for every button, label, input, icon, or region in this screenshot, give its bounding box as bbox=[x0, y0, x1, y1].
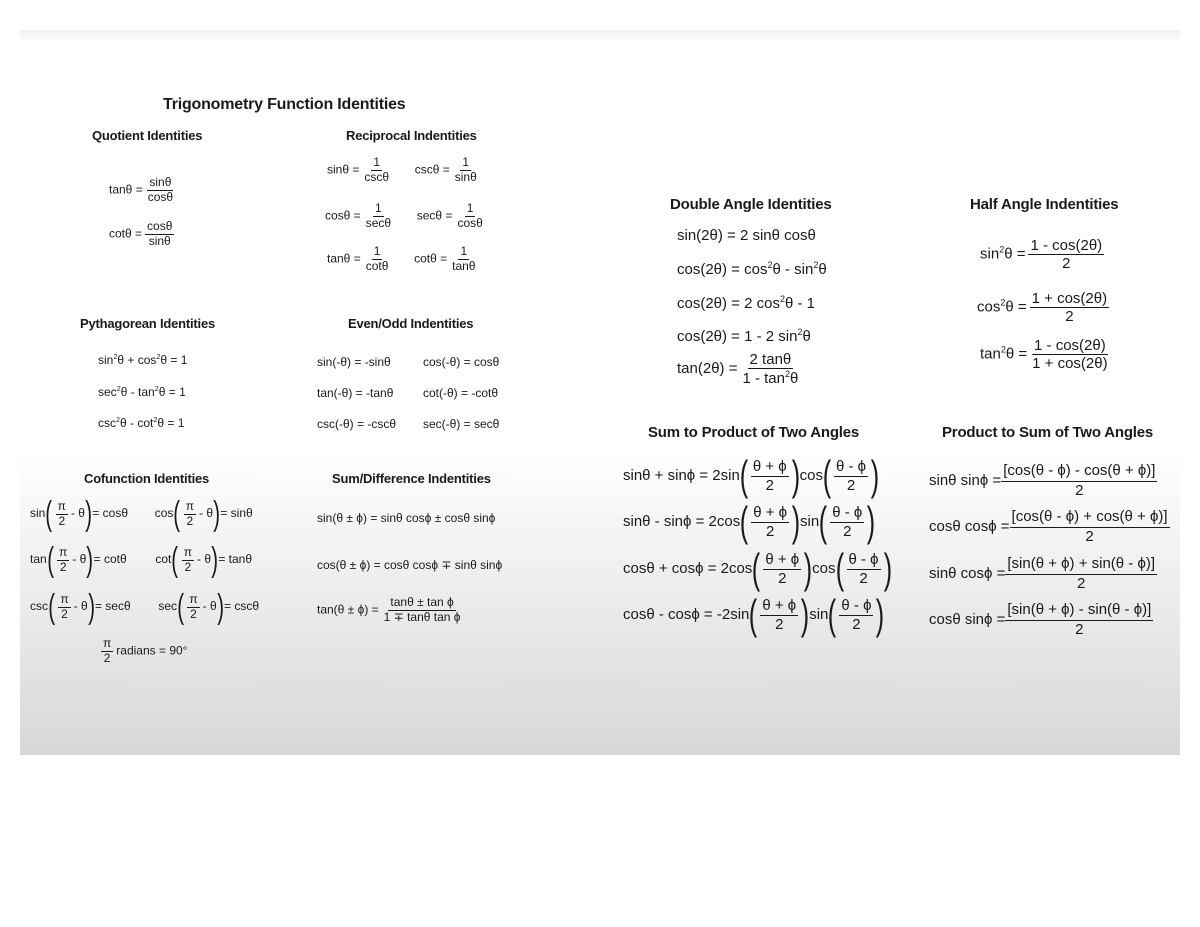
da-cos1-exp1: 2 bbox=[767, 260, 773, 270]
pythagorean-heading: Pythagorean Identities bbox=[80, 316, 216, 331]
reciprocal-csc-lhs: cscθ = bbox=[414, 162, 450, 177]
pts-frac bbox=[1001, 462, 1157, 501]
stp-rparen: ) bbox=[791, 452, 800, 499]
cof-3-l-rparen: ) bbox=[87, 588, 95, 626]
even-odd-sec: sec(-θ) = secθ bbox=[423, 417, 500, 431]
sum-difference-heading: Sum/Difference Indentities bbox=[332, 471, 491, 486]
stp-fn2: cos bbox=[799, 466, 823, 484]
pts-lhs: sinθ cosϕ = bbox=[929, 565, 1006, 583]
cof-2-l-rparen: ) bbox=[86, 541, 94, 579]
identities-sheet bbox=[20, 30, 1180, 755]
da-tan-lhs: tan(2θ) = bbox=[677, 360, 738, 378]
stp-frac-plus bbox=[760, 597, 798, 633]
cof-2-r-mt: - θ bbox=[196, 552, 211, 567]
cof-3-r-lparen: ( bbox=[177, 588, 185, 626]
cof-1-l-two: 2 bbox=[58, 513, 66, 528]
sum-to-product-row bbox=[623, 452, 880, 499]
pts-num: [cos(θ - ϕ) - cos(θ + ϕ)] bbox=[1001, 462, 1157, 482]
product-to-sum-row bbox=[929, 555, 1157, 594]
pts-num: [cos(θ - ϕ) + cos(θ + ϕ)] bbox=[1010, 508, 1170, 528]
cof-3-r-rparen: ) bbox=[216, 588, 224, 626]
cof-3-r-frac bbox=[187, 593, 199, 622]
stp-frac-minus bbox=[839, 597, 873, 633]
stp-frac-minus bbox=[830, 504, 864, 540]
radians-two: 2 bbox=[103, 650, 111, 665]
pts-lhs: cosθ cosϕ = bbox=[929, 518, 1010, 536]
reciprocal-sin-num: 1 bbox=[373, 155, 381, 169]
ha-sin-den: 2 bbox=[1062, 255, 1071, 273]
quotient-tan-den: cosθ bbox=[147, 189, 174, 204]
pyth-1-exp-b: 2 bbox=[156, 352, 161, 361]
radians-pi: π bbox=[103, 636, 112, 650]
ha-cos-eq: θ = bbox=[1005, 298, 1027, 316]
cof-1-r-pi: π bbox=[185, 498, 194, 513]
reciprocal-row-3 bbox=[327, 245, 480, 274]
stp-fn2: sin bbox=[809, 605, 829, 623]
ha-cos-exp: 2 bbox=[1000, 297, 1006, 308]
even-odd-cos: cos(-θ) = cosθ bbox=[423, 355, 500, 369]
stp-fn2: sin bbox=[800, 512, 820, 530]
da-tan-den bbox=[740, 369, 800, 387]
double-angle-cos-1 bbox=[677, 260, 827, 278]
pts-den: 2 bbox=[1075, 481, 1084, 499]
product-to-sum-row bbox=[929, 508, 1170, 547]
reciprocal-sin-frac bbox=[362, 156, 391, 185]
reciprocal-csc-frac bbox=[453, 156, 479, 185]
stp-plus-den: 2 bbox=[765, 522, 775, 540]
cof-2-r-pi: π bbox=[183, 544, 192, 559]
cof-2-r-lparen: ( bbox=[171, 541, 179, 579]
reciprocal-cot-den: tanθ bbox=[452, 258, 476, 273]
cof-2-r-frac bbox=[182, 546, 194, 575]
reciprocal-cot-num: 1 bbox=[460, 244, 468, 258]
half-angle-sin bbox=[980, 237, 1107, 273]
pts-frac bbox=[1010, 508, 1170, 547]
da-tan-den-exp: 2 bbox=[785, 369, 791, 380]
stp-lhs: cosθ + cosϕ = 2cos bbox=[623, 559, 753, 577]
stp-minus-num: θ - ϕ bbox=[836, 458, 867, 476]
reciprocal-sec-num: 1 bbox=[466, 201, 474, 215]
sum-difference-tan bbox=[317, 596, 466, 625]
sum-to-product-row bbox=[623, 591, 885, 638]
pyth-2-exp-b: 2 bbox=[154, 384, 159, 393]
ha-sin-exp: 2 bbox=[999, 244, 1005, 255]
radians-frac bbox=[101, 637, 113, 666]
da-tan-den-b: θ bbox=[790, 370, 799, 388]
pythagorean-row-1 bbox=[98, 352, 187, 367]
pyth-3-a: csc bbox=[98, 416, 116, 430]
da-cos2-exp: 2 bbox=[779, 294, 785, 304]
da-tan-frac bbox=[740, 351, 800, 388]
page-title: Trigonometry Function Identities bbox=[163, 96, 406, 113]
da-cos3-b: θ bbox=[802, 328, 811, 345]
pyth-1-exp-a: 2 bbox=[113, 352, 118, 361]
sum-difference-cos: cos(θ ± ϕ) = cosθ cosϕ ∓ sinθ sinϕ bbox=[317, 558, 503, 572]
pts-frac bbox=[1005, 555, 1157, 594]
ha-sin-eq: θ = bbox=[1004, 245, 1026, 263]
quotient-tan-num: sinθ bbox=[149, 175, 172, 189]
reciprocal-sec-lhs: secθ = bbox=[416, 208, 453, 223]
reciprocal-cos-lhs: cosθ = bbox=[325, 208, 361, 223]
cof-2-r-res: = tanθ bbox=[218, 552, 253, 567]
pyth-2-exp-a: 2 bbox=[116, 384, 121, 393]
ha-tan-fn: tan bbox=[980, 345, 1001, 363]
pythagorean-row-3 bbox=[98, 415, 184, 430]
reciprocal-sec-den: cosθ bbox=[457, 215, 483, 230]
da-cos2-a: cos(2θ) = 2 cos bbox=[677, 295, 780, 312]
pyth-2-c: θ = 1 bbox=[158, 385, 186, 399]
cof-3-r-pi: π bbox=[189, 591, 198, 606]
stp-rparen: ) bbox=[791, 498, 801, 545]
cof-1-l-pi: π bbox=[57, 498, 66, 513]
product-to-sum-heading: Product to Sum of Two Angles bbox=[942, 424, 1154, 441]
half-angle-cos bbox=[977, 290, 1112, 326]
pythagorean-row-2 bbox=[98, 384, 186, 399]
cof-3-l-fn: csc bbox=[30, 599, 48, 614]
stp-plus-num: θ + ϕ bbox=[753, 504, 788, 522]
ha-sin-frac bbox=[1028, 237, 1104, 273]
cof-1-r-mt: - θ bbox=[198, 506, 213, 521]
double-angle-cos-3 bbox=[677, 327, 811, 345]
reciprocal-csc-num: 1 bbox=[462, 155, 470, 169]
stp-frac-minus bbox=[847, 551, 881, 587]
pts-lhs: cosθ sinϕ = bbox=[929, 611, 1006, 629]
reciprocal-sin-lhs: sinθ = bbox=[327, 162, 360, 177]
stp-plus-den: 2 bbox=[775, 615, 784, 633]
cof-2-l-frac bbox=[57, 546, 69, 575]
stp-lparen: ( bbox=[740, 498, 749, 545]
double-angle-cos-2 bbox=[677, 294, 815, 312]
pyth-3-b: θ - cot bbox=[120, 416, 154, 430]
quotient-cot-frac bbox=[145, 220, 174, 249]
reciprocal-tan-num: 1 bbox=[373, 244, 381, 258]
cof-2-l-mt: - θ bbox=[72, 552, 87, 567]
cof-2-l-pi: π bbox=[59, 544, 68, 559]
cofunction-row-2 bbox=[30, 541, 253, 579]
stp-minus-den: 2 bbox=[859, 569, 868, 587]
cof-1-r-rparen: ) bbox=[213, 495, 221, 533]
sum-to-product-heading: Sum to Product of Two Angles bbox=[648, 424, 860, 441]
cof-1-l-rparen: ) bbox=[85, 495, 93, 533]
reciprocal-sin-den: cscθ bbox=[364, 169, 390, 184]
ha-sin-num: 1 - cos(2θ) bbox=[1030, 237, 1103, 254]
cof-3-r-fn: sec bbox=[158, 599, 178, 614]
cof-1-l-lparen: ( bbox=[45, 495, 53, 533]
sumdiff-tan-lhs: tan(θ ± ϕ) = bbox=[317, 602, 379, 617]
stp-plus-num: θ + ϕ bbox=[765, 551, 800, 569]
even-odd-sin: sin(-θ) = -sinθ bbox=[317, 355, 391, 369]
even-odd-heading: Even/Odd Indentities bbox=[348, 316, 474, 331]
half-angle-tan bbox=[980, 337, 1113, 373]
cof-3-l-two: 2 bbox=[61, 606, 68, 621]
cof-3-l-pi: π bbox=[60, 591, 69, 606]
stp-rparen2: ) bbox=[867, 498, 876, 545]
pts-den: 2 bbox=[1077, 574, 1086, 592]
sumdiff-tan-num: tanθ ± tan ϕ bbox=[390, 595, 454, 609]
stp-minus-den: 2 bbox=[843, 522, 852, 540]
ha-tan-den: 1 + cos(2θ) bbox=[1032, 355, 1108, 373]
reciprocal-tan-frac bbox=[364, 245, 391, 274]
cof-1-l-mt: - θ bbox=[70, 506, 85, 521]
quotient-cot-lhs: cotθ = bbox=[109, 226, 143, 241]
cof-1-l-res: = cosθ bbox=[92, 506, 128, 521]
cof-2-l-lparen: ( bbox=[46, 541, 54, 579]
da-cos1-b: θ - sin bbox=[772, 261, 814, 278]
stp-minus-den: 2 bbox=[846, 476, 856, 494]
even-odd-csc: csc(-θ) = -cscθ bbox=[317, 417, 397, 431]
ha-tan-eq: θ = bbox=[1005, 345, 1028, 363]
cof-3-r-two: 2 bbox=[190, 606, 197, 621]
reciprocal-sec-frac bbox=[455, 202, 484, 231]
pyth-3-exp-b: 2 bbox=[153, 415, 158, 424]
stp-rparen: ) bbox=[803, 545, 813, 592]
sumdiff-tan-frac bbox=[382, 596, 463, 625]
stp-frac-minus bbox=[834, 458, 868, 494]
product-to-sum-row bbox=[929, 462, 1157, 501]
even-odd-tan: tan(-θ) = -tanθ bbox=[317, 386, 394, 400]
da-tan-den-a: 1 - tan bbox=[742, 370, 785, 388]
stp-minus-num: θ - ϕ bbox=[832, 504, 863, 522]
da-cos3-exp: 2 bbox=[797, 327, 803, 337]
stp-frac-plus bbox=[751, 504, 789, 540]
pts-den: 2 bbox=[1075, 620, 1084, 638]
reciprocal-heading: Reciprocal Indentities bbox=[346, 128, 477, 143]
stp-minus-den: 2 bbox=[852, 615, 861, 633]
double-angle-sin: sin(2θ) = 2 sinθ cosθ bbox=[677, 227, 816, 244]
ha-cos-num: 1 + cos(2θ) bbox=[1031, 290, 1108, 307]
stp-fn2: cos bbox=[812, 559, 836, 577]
pts-num: [sin(θ + ϕ) + sin(θ - ϕ)] bbox=[1005, 555, 1157, 575]
cof-3-l-mt: - θ bbox=[73, 599, 88, 614]
cof-3-r-res: = cscθ bbox=[223, 599, 259, 614]
reciprocal-cot-lhs: cotθ = bbox=[414, 251, 448, 266]
quotient-cot-den: sinθ bbox=[148, 233, 171, 248]
stp-plus-den: 2 bbox=[765, 476, 774, 494]
cof-1-r-lparen: ( bbox=[173, 495, 181, 533]
even-odd-cot: cot(-θ) = -cotθ bbox=[423, 386, 499, 400]
reciprocal-row-1 bbox=[327, 156, 482, 185]
cof-1-r-res: = sinθ bbox=[220, 506, 253, 521]
stp-rparen2: ) bbox=[870, 452, 880, 499]
cof-2-r-rparen: ) bbox=[211, 541, 219, 579]
cof-3-l-lparen: ( bbox=[48, 588, 56, 626]
pyth-1-a: sin bbox=[98, 353, 114, 367]
ha-cos-frac bbox=[1030, 290, 1109, 326]
sumdiff-tan-den: 1 ∓ tanθ tan ϕ bbox=[383, 609, 461, 624]
quotient-heading: Quotient Identities bbox=[92, 128, 203, 143]
pyth-3-exp-a: 2 bbox=[116, 415, 120, 424]
stp-rparen: ) bbox=[801, 591, 810, 638]
pyth-2-b: θ - tan bbox=[120, 385, 155, 399]
sum-to-product-row bbox=[623, 545, 892, 592]
ha-sin-fn: sin bbox=[980, 245, 1000, 263]
da-cos1-c: θ bbox=[818, 261, 827, 278]
radians-note bbox=[98, 637, 187, 666]
cof-1-r-frac bbox=[184, 500, 196, 529]
pyth-3-c: θ = 1 bbox=[157, 416, 185, 430]
stp-rparen2: ) bbox=[876, 591, 885, 638]
stp-minus-num: θ - ϕ bbox=[841, 597, 872, 615]
stp-lparen2: ( bbox=[835, 545, 844, 592]
product-to-sum-row bbox=[929, 601, 1153, 640]
sum-to-product-row bbox=[623, 498, 876, 545]
stp-frac-plus bbox=[751, 458, 789, 494]
stp-lhs: sinθ - sinϕ = 2cos bbox=[623, 512, 741, 530]
quotient-tan bbox=[109, 176, 178, 205]
double-angle-heading: Double Angle Identities bbox=[670, 196, 832, 213]
pts-frac bbox=[1005, 601, 1153, 640]
cof-3-l-frac bbox=[58, 593, 70, 622]
reciprocal-cos-den: secθ bbox=[365, 215, 392, 230]
quotient-tan-lhs: tanθ = bbox=[109, 182, 143, 197]
stp-lparen: ( bbox=[739, 452, 749, 499]
cof-2-r-fn: cot bbox=[155, 552, 172, 567]
radians-text: radians = 90° bbox=[116, 643, 188, 658]
stp-rparen2: ) bbox=[883, 545, 892, 592]
ha-tan-exp: 2 bbox=[1000, 344, 1006, 355]
cof-2-l-res: = cotθ bbox=[93, 552, 127, 567]
quotient-cot-num: cosθ bbox=[147, 219, 173, 233]
reciprocal-cos-num: 1 bbox=[375, 201, 382, 215]
stp-plus-num: θ + ϕ bbox=[752, 458, 787, 476]
da-cos2-b: θ - 1 bbox=[784, 295, 815, 312]
quotient-tan-frac bbox=[146, 176, 175, 205]
pts-num: [sin(θ + ϕ) - sin(θ - ϕ)] bbox=[1005, 601, 1153, 621]
stp-minus-num: θ - ϕ bbox=[848, 551, 879, 569]
ha-cos-den: 2 bbox=[1065, 308, 1074, 326]
reciprocal-tan-den: cotθ bbox=[365, 258, 389, 273]
pts-lhs: sinθ sinϕ = bbox=[929, 472, 1002, 490]
cof-3-l-res: = secθ bbox=[94, 599, 131, 614]
reciprocal-row-2 bbox=[325, 202, 488, 231]
reciprocal-cot-frac bbox=[450, 245, 477, 274]
stp-lparen2: ( bbox=[828, 591, 837, 638]
cof-1-l-frac bbox=[56, 500, 68, 529]
stp-plus-num: θ + ϕ bbox=[762, 597, 797, 615]
pyth-2-a: sec bbox=[98, 385, 117, 399]
da-tan-num: 2 tanθ bbox=[749, 351, 792, 368]
quotient-cot bbox=[109, 220, 177, 249]
ha-tan-num: 1 - cos(2θ) bbox=[1034, 337, 1106, 354]
da-cos1-exp2: 2 bbox=[813, 260, 819, 270]
stp-frac-plus bbox=[763, 551, 801, 587]
pyth-1-c: θ = 1 bbox=[160, 353, 188, 367]
stp-lparen2: ( bbox=[819, 498, 828, 545]
da-cos3-a: cos(2θ) = 1 - 2 sin bbox=[677, 328, 798, 345]
cof-2-l-fn: tan bbox=[30, 552, 47, 567]
reciprocal-cos-frac bbox=[364, 202, 393, 231]
reciprocal-tan-lhs: tanθ = bbox=[327, 251, 361, 266]
cof-3-r-mt: - θ bbox=[202, 599, 217, 614]
stp-lparen2: ( bbox=[822, 452, 832, 499]
half-angle-heading: Half Angle Indentities bbox=[970, 196, 1119, 213]
sum-difference-sin: sin(θ ± ϕ) = sinθ cosϕ ± cosθ sinϕ bbox=[317, 511, 496, 525]
cofunction-row-3 bbox=[30, 588, 259, 626]
cofunction-row-1 bbox=[30, 495, 253, 533]
stp-lhs: cosθ - cosϕ = -2sin bbox=[623, 605, 750, 623]
pts-den: 2 bbox=[1085, 527, 1094, 545]
cof-2-l-two: 2 bbox=[59, 559, 67, 574]
stp-lparen: ( bbox=[749, 591, 758, 638]
cof-1-r-fn: cos bbox=[154, 506, 174, 521]
ha-cos-fn: cos bbox=[977, 298, 1001, 316]
da-cos1-a: cos(2θ) = cos bbox=[677, 261, 768, 278]
reciprocal-csc-den: sinθ bbox=[454, 169, 477, 184]
cof-2-r-two: 2 bbox=[184, 559, 192, 574]
ha-tan-frac bbox=[1030, 337, 1109, 373]
cof-1-r-two: 2 bbox=[186, 513, 194, 528]
double-angle-tan bbox=[677, 351, 803, 388]
stp-plus-den: 2 bbox=[778, 569, 787, 587]
stp-lhs: sinθ + sinϕ = 2sin bbox=[623, 466, 740, 484]
cofunction-heading: Cofunction Identities bbox=[84, 471, 210, 486]
pyth-1-b: θ + cos bbox=[117, 353, 157, 367]
cof-1-l-fn: sin bbox=[30, 506, 46, 521]
stp-lparen: ( bbox=[752, 545, 761, 592]
